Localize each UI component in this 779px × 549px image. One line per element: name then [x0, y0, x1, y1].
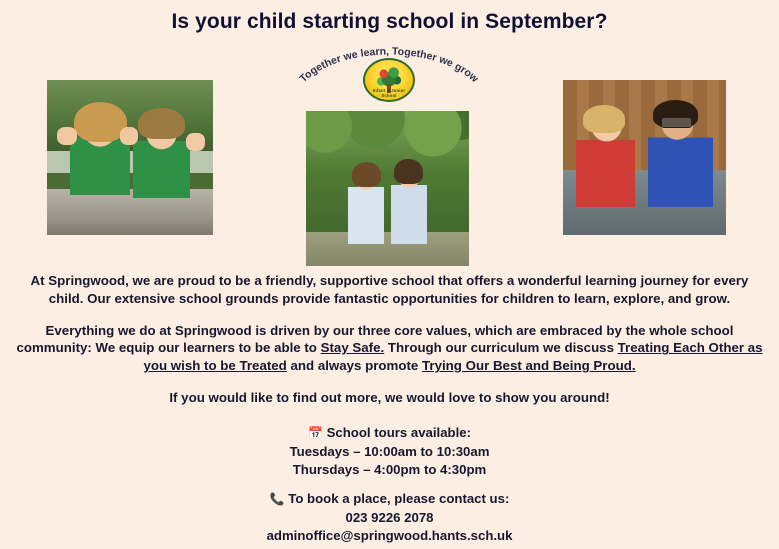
child-hand — [120, 127, 138, 146]
logo-motto: Together we learn, Together we grow — [297, 45, 481, 85]
photo-path — [306, 232, 469, 266]
school-tours-block — [0, 424, 779, 480]
telephone-icon: 📞 — [269, 492, 285, 506]
paragraph-values — [14, 322, 765, 375]
contact-email[interactable]: adminoffice@springwood.hants.sch.uk — [266, 528, 513, 544]
body-copy — [14, 272, 765, 407]
contact-heading-line — [0, 490, 779, 509]
child-hair — [583, 105, 625, 133]
text-run: Through our curriculum we discuss — [384, 340, 618, 356]
tree-logo-icon — [363, 58, 415, 102]
text-run: and always promote — [286, 358, 423, 374]
glasses-icon — [661, 117, 692, 128]
tours-heading-line — [0, 424, 779, 443]
text-run: If you would like to find out more, we would love to show you around! — [169, 390, 610, 406]
child-hand — [186, 133, 204, 152]
child-hair — [138, 108, 184, 139]
child-hair — [74, 102, 127, 142]
emphasised-value: Trying Our Best and Being Proud. — [422, 358, 636, 374]
photo-two-children-waving — [47, 80, 213, 235]
photo-two-girls-outdoors — [306, 111, 469, 266]
school-logo — [289, 44, 489, 102]
photo-children-painting — [563, 80, 726, 235]
text-run: Everything we do at Springwood is driven by our three core values, which are embraced by the whole school community: We equip our learners to be able to — [16, 322, 734, 356]
calendar-icon: 📅 — [308, 426, 323, 440]
paragraph-intro — [14, 272, 765, 308]
tours-line-thursday: Thursdays – 4:00pm to 4:30pm — [292, 462, 487, 478]
contact-block — [0, 490, 779, 546]
logo-badge-band: Infant & Junior School — [372, 88, 406, 98]
child-hair — [352, 162, 381, 187]
child-hand — [57, 127, 77, 146]
tours-heading: School tours available: — [326, 425, 471, 440]
contact-phone[interactable]: 023 9226 2078 — [345, 509, 434, 525]
photo-foliage — [306, 111, 469, 196]
contact-heading: To book a place, please contact us: — [288, 491, 510, 506]
emphasised-value: Stay Safe. — [320, 340, 385, 356]
child-hair — [394, 159, 423, 184]
tours-line-tuesday: Tuesdays – 10:00am to 10:30am — [289, 443, 490, 459]
emphasised-value: Treating Each Other as you wish to be Treated — [143, 340, 763, 374]
text-run: At Springwood, we are proud to be a friendly, supportive school that offers a wonderful learning journey for every child. Our extensive school grounds provide fantastic opportunities for children to learn, explore, and grow. — [30, 273, 749, 306]
page-title: Is your child starting school in September? — [171, 10, 608, 33]
paragraph-invitation — [14, 389, 765, 407]
